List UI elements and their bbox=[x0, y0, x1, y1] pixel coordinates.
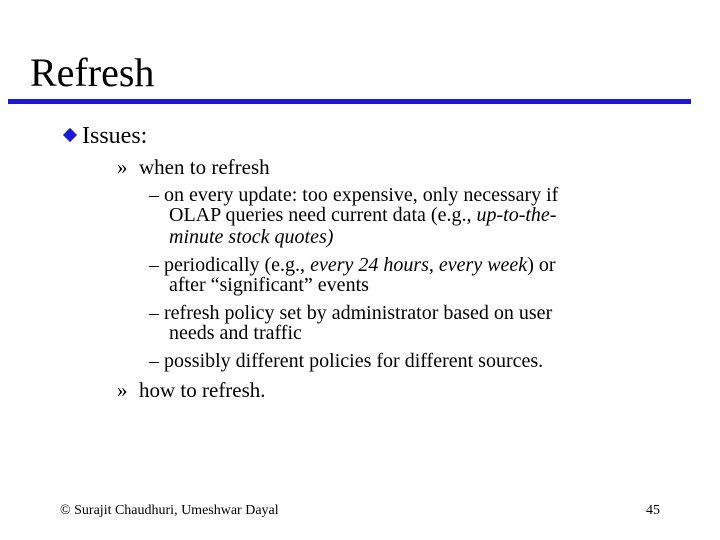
sub-item-periodically-line2: after “significant” events bbox=[169, 274, 369, 296]
footer-copyright: © Surajit Chaudhuri, Umeshwar Dayal bbox=[60, 503, 279, 518]
sub-item-every-update-line2-text: OLAP queries need current data (e.g., bbox=[169, 204, 477, 226]
sub-item-different-policies bbox=[149, 349, 543, 373]
sub-item-every-update-line2 bbox=[149, 203, 558, 227]
sub-item-every-update-line3 bbox=[149, 225, 558, 249]
sub-item-dash: – bbox=[149, 184, 159, 206]
slide-title: Refresh bbox=[30, 50, 155, 95]
sub-item-periodically-line1-end: ) or bbox=[527, 254, 556, 276]
item-when-label: when to refresh bbox=[139, 155, 270, 179]
sub-item-every-update-line1: on every update: too expensive, only necessary if bbox=[164, 184, 559, 206]
title-underline-bar bbox=[8, 99, 691, 104]
title-underline bbox=[8, 99, 691, 104]
chevron-marker-icon: » bbox=[117, 155, 128, 179]
sub-item-dash: – bbox=[149, 254, 159, 276]
bullet-issues-label: Issues: bbox=[82, 123, 148, 149]
sub-item-periodically-line1-text: periodically (e.g., bbox=[164, 254, 311, 276]
item-how-label: how to refresh. bbox=[139, 378, 266, 402]
item-when-to-refresh bbox=[117, 155, 270, 179]
sub-item-different-policies-text: possibly different policies for different sources. bbox=[164, 350, 544, 372]
sub-item-every-update-line2-em: up-to-the- bbox=[476, 204, 557, 226]
sub-item-refresh-policy bbox=[149, 301, 552, 345]
sub-item-dash: – bbox=[149, 302, 159, 324]
chevron-marker-icon: » bbox=[117, 378, 128, 402]
sub-item-periodically-line1-em: every 24 hours, every week bbox=[310, 254, 528, 276]
sub-item-refresh-policy-line2: needs and traffic bbox=[169, 322, 302, 344]
sub-item-periodically bbox=[149, 253, 556, 297]
bullet-issues bbox=[82, 122, 147, 150]
footer-page-number: 45 bbox=[646, 503, 660, 518]
sub-item-every-update-line3-em: minute stock quotes) bbox=[169, 226, 334, 248]
item-how-to-refresh bbox=[117, 378, 266, 402]
sub-item-refresh-policy-line1: refresh policy set by administrator based on user bbox=[164, 302, 553, 324]
diamond-bullet-icon bbox=[63, 128, 77, 142]
sub-item-dash: – bbox=[149, 350, 159, 372]
sub-item-every-update bbox=[149, 183, 558, 249]
